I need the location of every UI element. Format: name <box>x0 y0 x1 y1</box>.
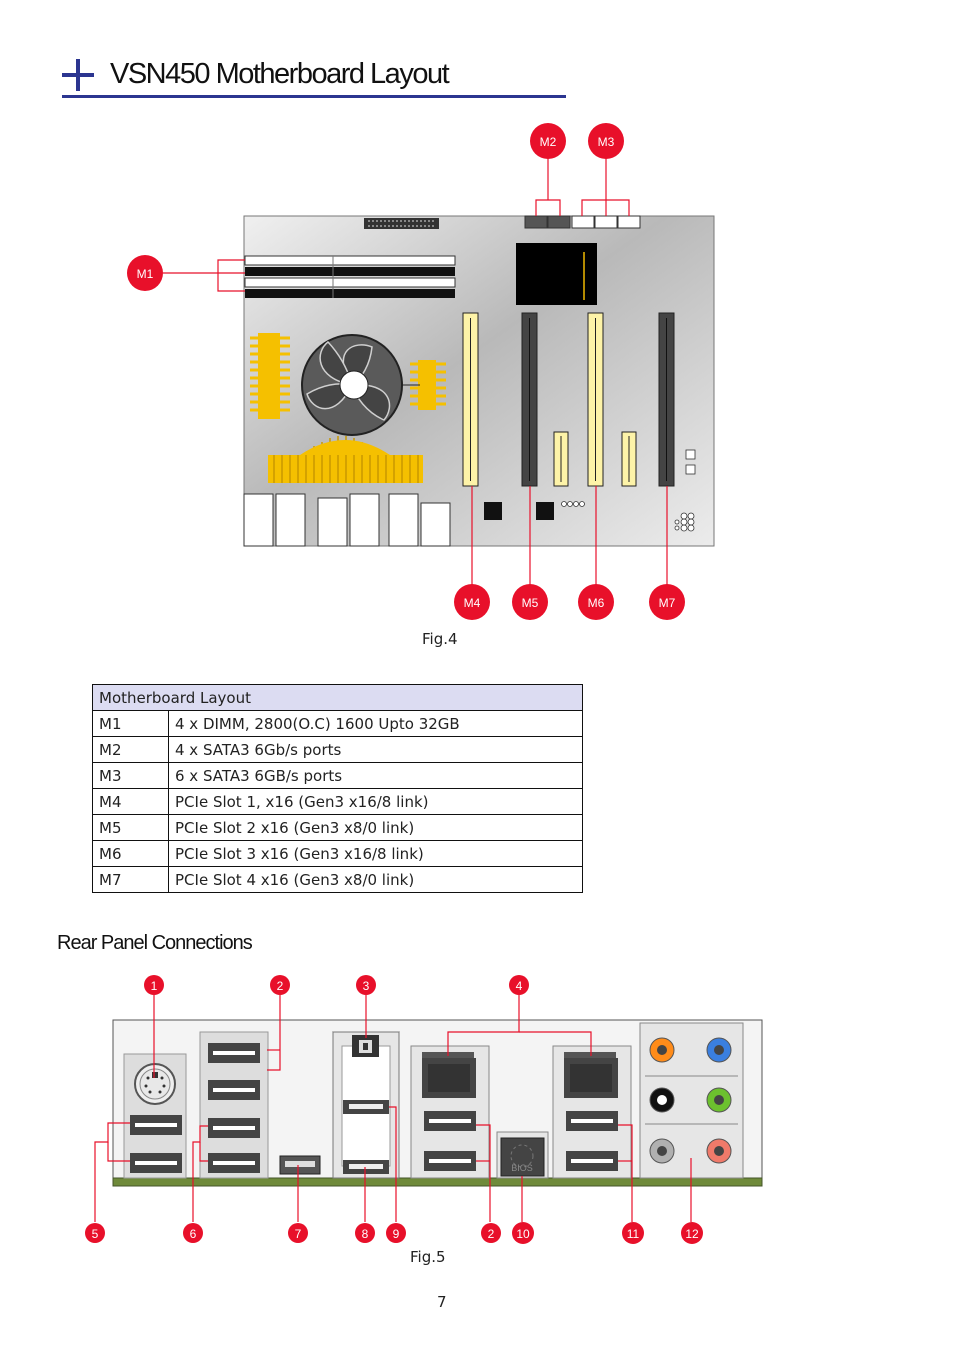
table-header-row <box>93 685 583 711</box>
marker-3 <box>356 975 376 995</box>
ps2-usb-group <box>124 1054 186 1178</box>
row-description: 4 x DIMM, 2800(O.C) 1600 Upto 32GB <box>169 711 583 737</box>
row-description: 4 x SATA3 6Gb/s ports <box>169 737 583 763</box>
svg-text:2: 2 <box>276 979 284 993</box>
table-row <box>93 841 583 867</box>
marker-m4 <box>454 584 490 620</box>
small-chip <box>536 502 554 520</box>
marker-2 <box>270 975 290 995</box>
svg-text:BIOS: BIOS <box>511 1163 533 1173</box>
marker-2-bottom <box>481 1223 501 1243</box>
marker-1 <box>144 975 164 995</box>
marker-7 <box>288 1223 308 1243</box>
row-description: PCIe Slot 3 x16 (Gen3 x16/8 link) <box>169 841 583 867</box>
row-code: M1 <box>93 711 169 737</box>
table-row <box>93 711 583 737</box>
row-description: PCIe Slot 1, x16 (Gen3 x16/8 link) <box>169 789 583 815</box>
svg-text:10: 10 <box>516 1227 530 1241</box>
rear-panel-heading: Rear Panel Connections <box>57 932 252 954</box>
svg-text:4: 4 <box>515 979 523 993</box>
marker-12 <box>681 1222 703 1244</box>
marker-m5 <box>512 584 548 620</box>
svg-text:5: 5 <box>91 1227 99 1241</box>
front-header <box>364 218 439 229</box>
row-code: M6 <box>93 841 169 867</box>
lan-usb-group <box>553 1046 631 1178</box>
table-row <box>93 867 583 893</box>
row-description: PCIe Slot 4 x16 (Gen3 x8/0 link) <box>169 867 583 893</box>
marker-4 <box>509 975 529 995</box>
svg-text:M4: M4 <box>463 596 481 610</box>
sata-port <box>572 216 594 228</box>
svg-text:8: 8 <box>361 1227 369 1241</box>
row-code: M5 <box>93 815 169 841</box>
motherboard-layout-table <box>92 684 583 893</box>
svg-text:3: 3 <box>362 979 370 993</box>
sata-port <box>548 216 570 228</box>
audio-jacks <box>640 1023 743 1178</box>
svg-text:2: 2 <box>487 1227 495 1241</box>
lan-usb-group <box>411 1046 489 1178</box>
svg-text:1: 1 <box>150 979 158 993</box>
svg-text:9: 9 <box>392 1227 400 1241</box>
optical-hdmi-group <box>333 1032 399 1178</box>
svg-text:M1: M1 <box>136 267 154 281</box>
figure-5-caption: Fig.5 <box>410 1248 446 1266</box>
table-row <box>93 763 583 789</box>
row-code: M2 <box>93 737 169 763</box>
svg-text:M2: M2 <box>539 135 557 149</box>
figure-4-caption: Fig.4 <box>422 630 458 648</box>
svg-text:M7: M7 <box>658 596 676 610</box>
marker-10 <box>512 1222 534 1244</box>
usb-group <box>200 1032 268 1178</box>
marker-11 <box>622 1222 644 1244</box>
marker-8 <box>355 1223 375 1243</box>
marker-m2 <box>530 123 566 159</box>
marker-m1 <box>127 255 163 291</box>
page-number: 7 <box>437 1293 447 1311</box>
svg-text:M3: M3 <box>597 135 615 149</box>
marker-6 <box>183 1223 203 1243</box>
marker-5 <box>85 1223 105 1243</box>
sata-port <box>618 216 640 228</box>
marker-m7 <box>649 584 685 620</box>
svg-text:7: 7 <box>294 1227 302 1241</box>
row-code: M7 <box>93 867 169 893</box>
table-row <box>93 737 583 763</box>
marker-m6 <box>578 584 614 620</box>
sata-port <box>595 216 617 228</box>
svg-text:M6: M6 <box>587 596 605 610</box>
motherboard-diagram <box>0 0 954 660</box>
pcb-edge <box>113 1178 762 1186</box>
svg-text:M5: M5 <box>521 596 539 610</box>
row-description: 6 x SATA3 6GB/s ports <box>169 763 583 789</box>
row-description: PCIe Slot 2 x16 (Gen3 x8/0 link) <box>169 815 583 841</box>
page-title: VSN450 Motherboard Layout <box>110 58 449 90</box>
rear-panel-diagram <box>0 960 954 1260</box>
svg-text:6: 6 <box>189 1227 197 1241</box>
sata-port <box>525 216 547 228</box>
table-row <box>93 789 583 815</box>
table-row <box>93 815 583 841</box>
small-chip <box>484 502 502 520</box>
row-code: M4 <box>93 789 169 815</box>
marker-m3 <box>588 123 624 159</box>
row-code: M3 <box>93 763 169 789</box>
svg-text:11: 11 <box>626 1227 640 1241</box>
table-heading: Motherboard Layout <box>93 685 583 711</box>
bios-button <box>497 1132 548 1178</box>
svg-text:12: 12 <box>685 1227 699 1241</box>
marker-9 <box>386 1223 406 1243</box>
